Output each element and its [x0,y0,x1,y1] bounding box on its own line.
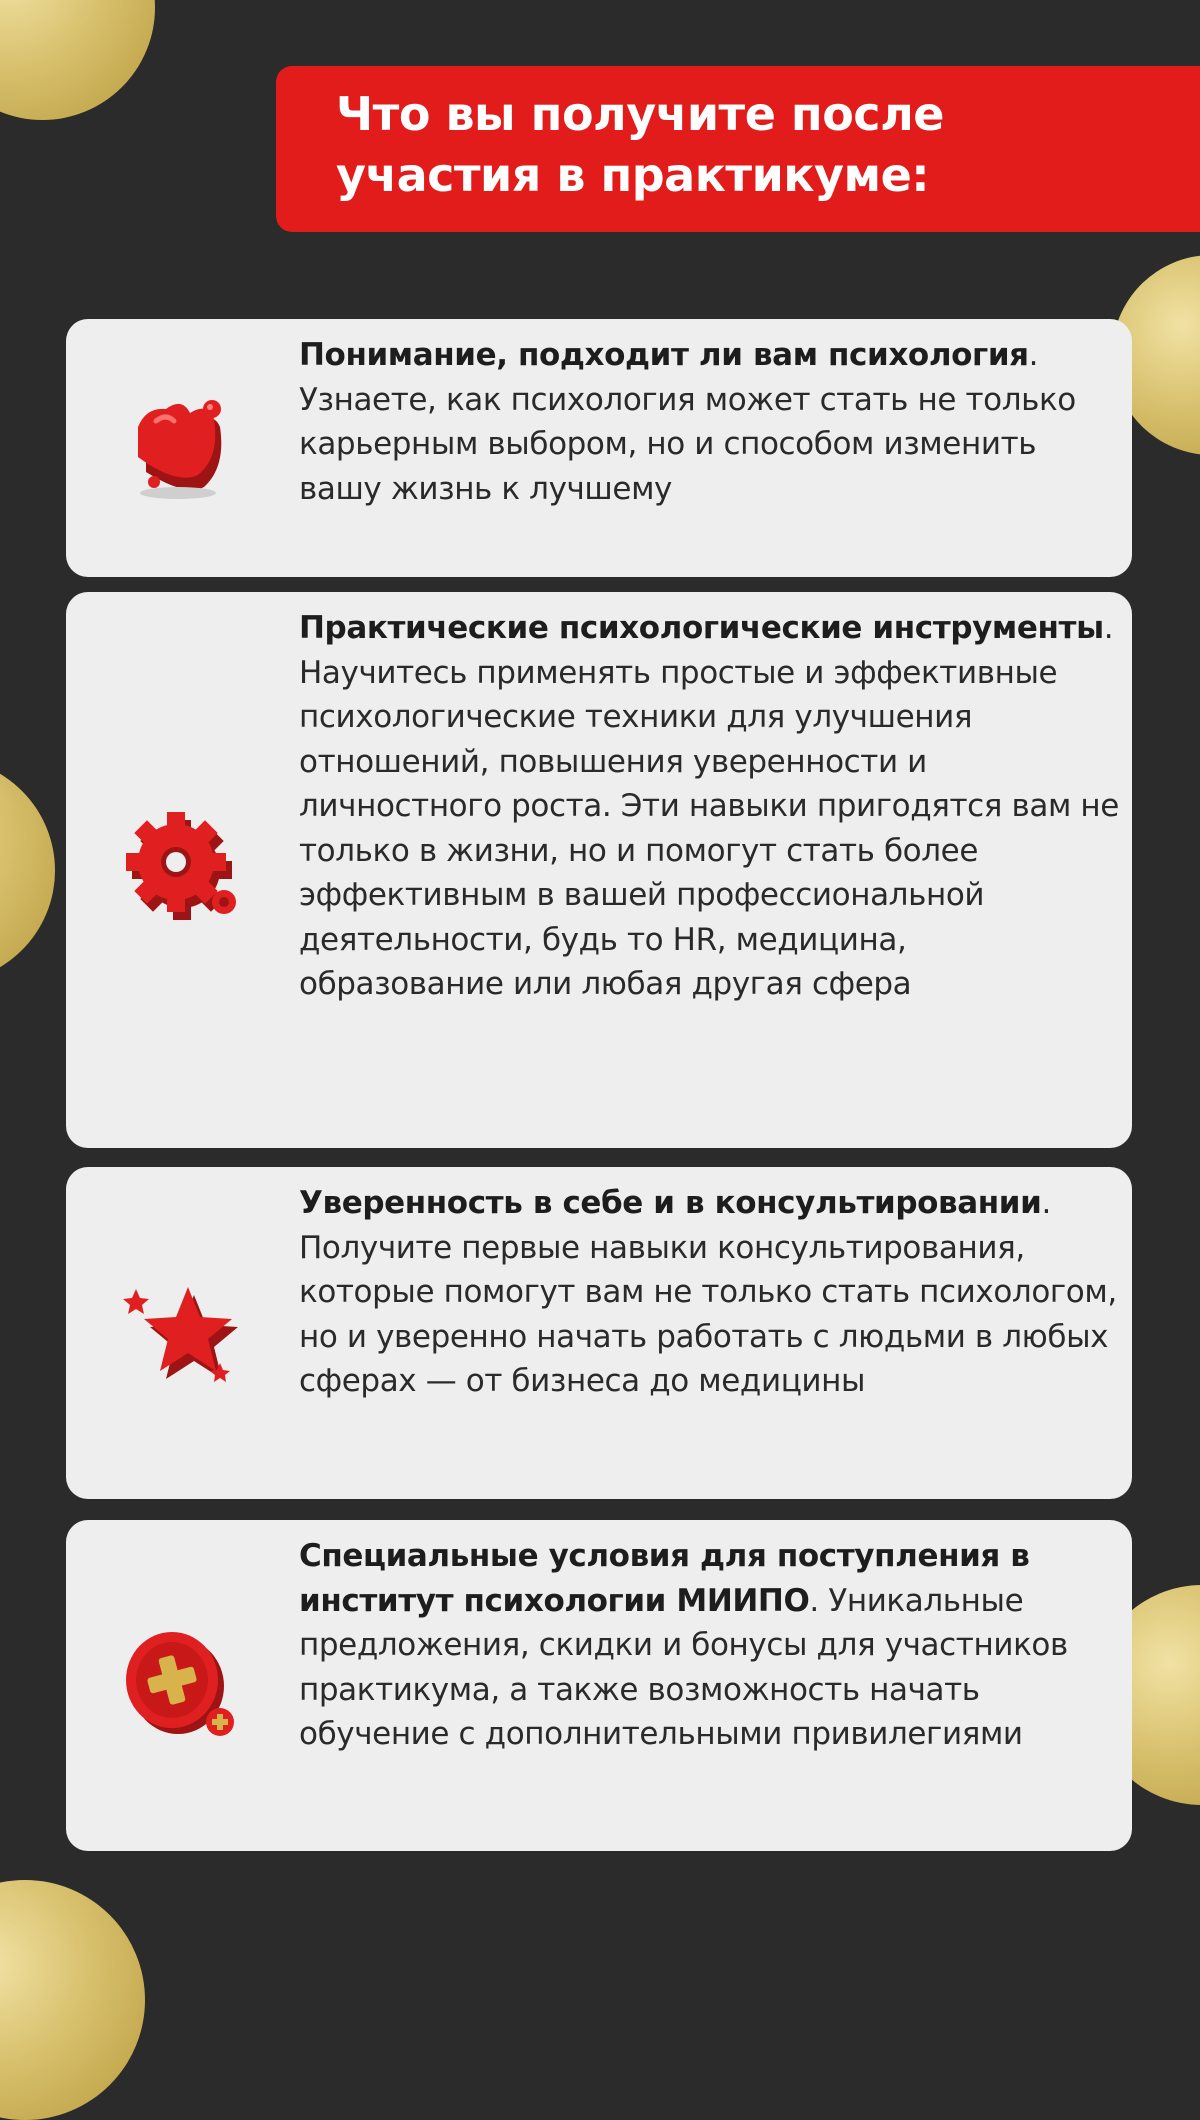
gear-icon [116,800,246,930]
gold-circle-decoration [0,758,55,983]
title-line-1: Что вы получите после [336,87,944,141]
gold-circle-decoration [0,1880,145,2120]
benefit-description: . Уникальные предложения, скидки и бонусы для участников практикума, а также возможность начать обучение с дополнительными привилегиями [299,1582,1068,1752]
benefit-text [299,606,1119,1007]
benefit-text [299,333,1119,511]
benefit-text [299,1181,1119,1404]
benefit-description: . Узнаете, как психология может стать не только карьерным выбором, но и способом изменить вашу жизнь к лучшему [299,337,1076,507]
benefit-card-confidence [66,1167,1132,1499]
benefit-heading: Уверенность в себе и в консультировании [299,1185,1042,1221]
benefit-text [299,1534,1119,1757]
title-line-2: участия в практикуме: [336,148,930,202]
gold-circle-decoration [0,0,155,120]
benefit-card-tools [66,592,1132,1148]
benefit-card-understanding [66,319,1132,577]
benefit-heading: Специальные условия для поступления в институт психологии МИИПО [299,1538,1030,1619]
plus-badge-icon [116,1620,246,1750]
benefit-card-admission [66,1520,1132,1851]
title-banner [276,66,1200,232]
page-title [336,84,1200,206]
benefit-description: . Научитесь применять простые и эффективные психологические техники для улучшения отношений, повышения уверенности и личностного роста. Эти навыки пригодятся вам не только в жизни, но и помогут стать более эффективным в вашей профессиональной деятельности, будь то HR, медицина, образование или любая другая сфера [299,610,1119,1002]
heart-icon [116,377,246,507]
benefit-heading: Понимание, подходит ли вам психология [299,337,1029,373]
benefit-heading: Практические психологические инструменты [299,610,1104,646]
star-icon [116,1267,246,1397]
benefit-description: . Получите первые навыки консультирования, которые помогут вам не только стать психологом, но и уверенно начать работать с людьми в любых сферах — от бизнеса до медицины [299,1185,1117,1399]
